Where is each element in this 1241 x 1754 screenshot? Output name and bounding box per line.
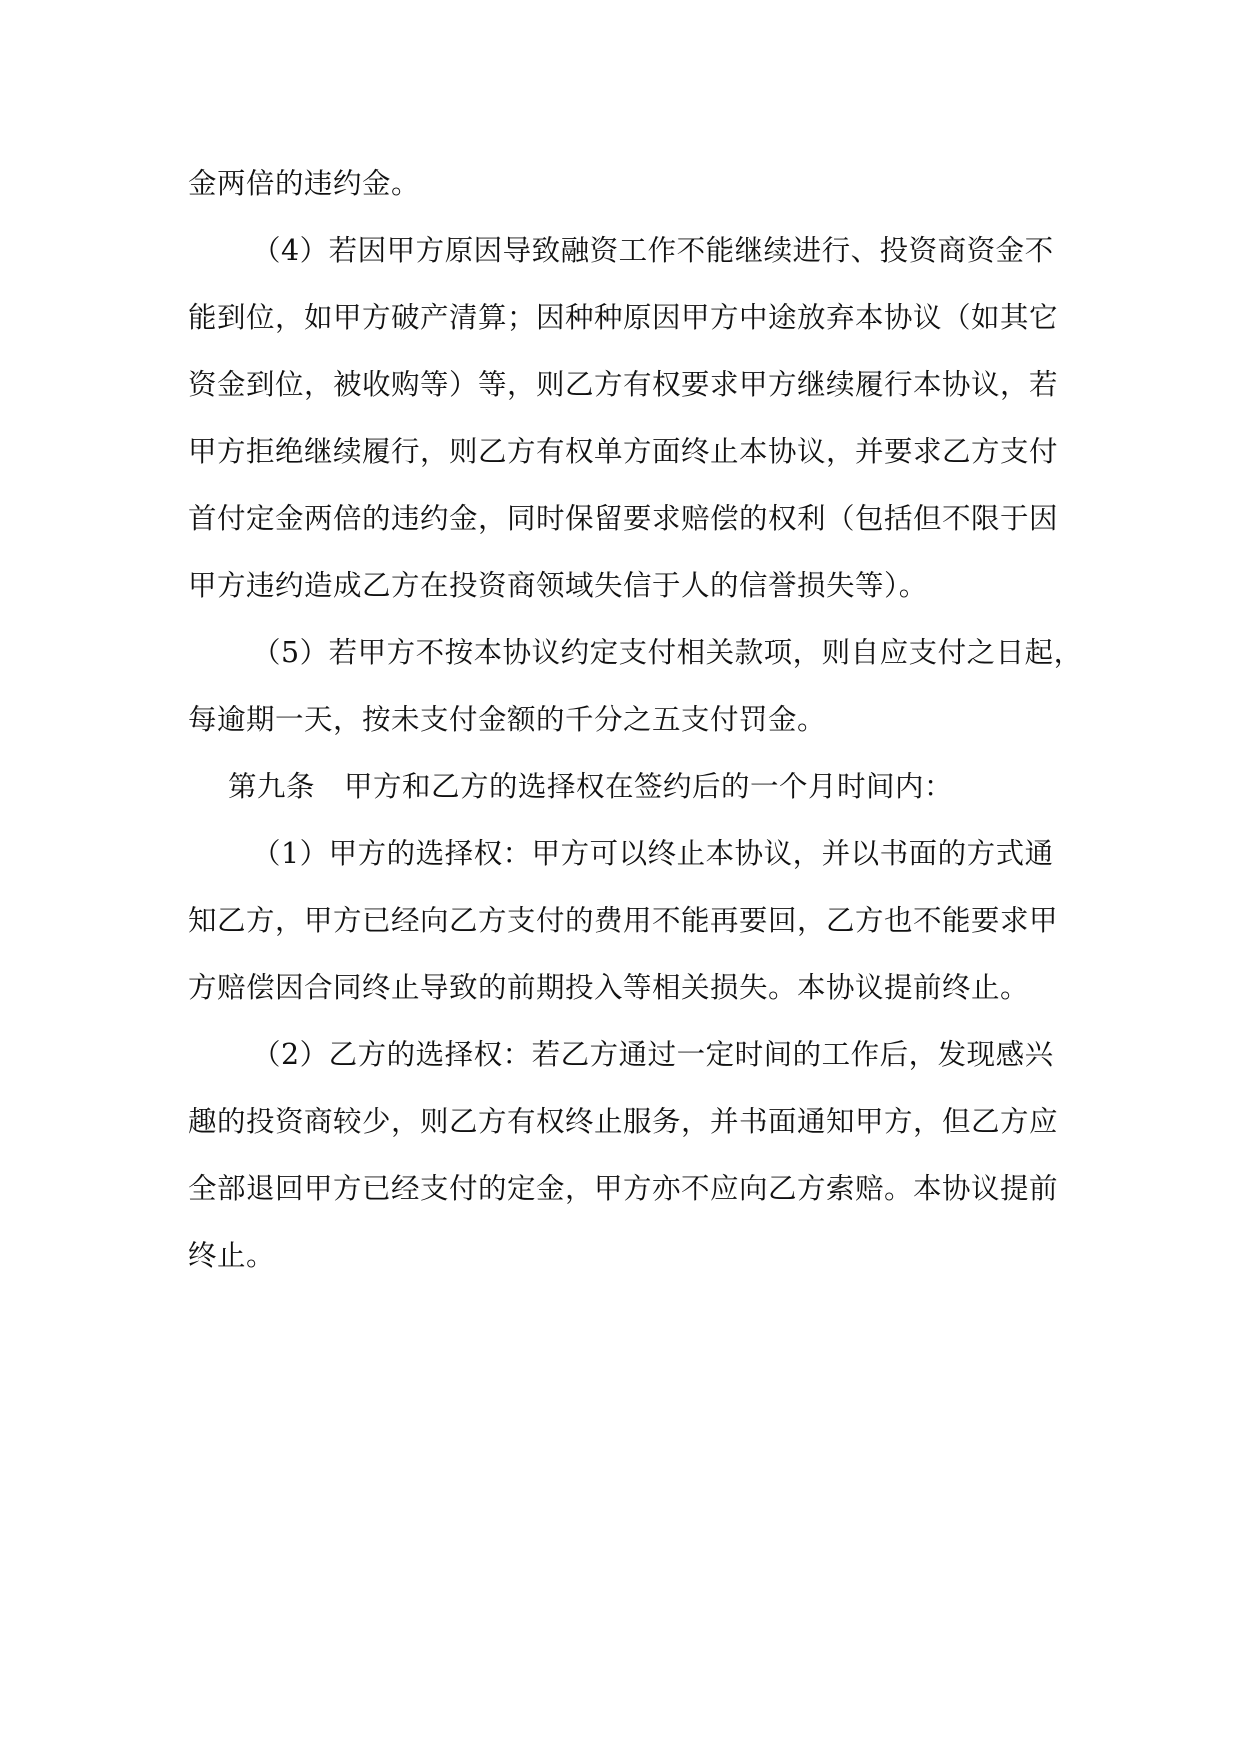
text-line: 全部退回甲方已经支付的定金，甲方亦不应向乙方索赔。本协议提前 [188, 1172, 1059, 1205]
text-line: 趣的投资商较少，则乙方有权终止服务，并书面通知甲方，但乙方应 [188, 1105, 1059, 1138]
text-line: 终止。 [188, 1239, 276, 1272]
text-line: 首付定金两倍的违约金，同时保留要求赔偿的权利（包括但不限于因 [188, 502, 1059, 535]
text-line: 金两倍的违约金。 [188, 167, 421, 200]
text-line: （5）若甲方不按本协议约定支付相关款项，则自应支付之日起， [252, 636, 1083, 669]
text-line: 甲方拒绝继续履行，则乙方有权单方面终止本协议，并要求乙方支付 [188, 435, 1059, 468]
text-line: 甲方违约造成乙方在投资商领域失信于人的信誉损失等）。 [188, 569, 928, 602]
text-line: 方赔偿因合同终止导致的前期投入等相关损失。本协议提前终止。 [188, 971, 1030, 1004]
text-line: （4）若因甲方原因导致融资工作不能继续进行、投资商资金不 [252, 234, 1054, 267]
text-line: 每逾期一天，按未支付金额的千分之五支付罚金。 [188, 703, 827, 736]
text-line: （1）甲方的选择权：甲方可以终止本协议，并以书面的方式通 [252, 837, 1054, 870]
text-line: （2）乙方的选择权：若乙方通过一定时间的工作后，发现感兴 [252, 1038, 1054, 1071]
text-line: 知乙方，甲方已经向乙方支付的费用不能再要回，乙方也不能要求甲 [188, 904, 1059, 937]
text-line: 资金到位，被收购等）等，则乙方有权要求甲方继续履行本协议，若 [188, 368, 1059, 401]
text-line: 能到位，如甲方破产清算；因种种原因甲方中途放弃本协议（如其它 [188, 301, 1059, 334]
article-heading: 第九条 甲方和乙方的选择权在签约后的一个月时间内： [228, 770, 954, 803]
